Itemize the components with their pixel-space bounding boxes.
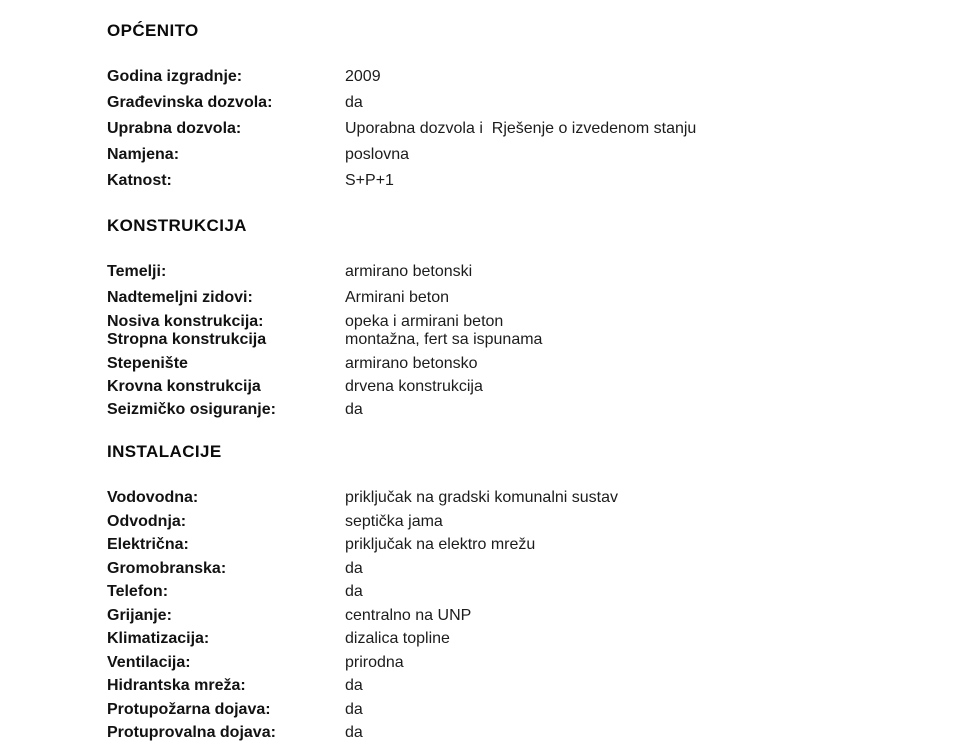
field-label: Električna: [107, 536, 189, 553]
field-label: Protuprovalna dojava: [107, 724, 276, 741]
field-value: armirano betonsko [345, 355, 478, 372]
field-label: Gromobranska: [107, 559, 227, 577]
field-label: Ventilacija: [107, 653, 191, 671]
field-value: 2009 [345, 68, 381, 85]
field-value: centralno na UNP [345, 606, 472, 624]
section-title: OPĆENITO [107, 21, 199, 40]
field-value: da [345, 559, 363, 577]
field-row [107, 512, 920, 536]
field-label: Grijanje: [107, 606, 172, 624]
field-value: opeka i armirani beton [345, 313, 504, 330]
section-rows [107, 262, 920, 423]
field-label: Odvodnja: [107, 512, 187, 530]
field-row [107, 93, 920, 119]
field-label: Građevinska dozvola: [107, 94, 273, 111]
field-row [107, 354, 920, 377]
field-label: Stepenište [107, 355, 188, 372]
section-title: INSTALACIJE [107, 442, 222, 461]
field-row [107, 171, 920, 197]
field-label: Godina izgradnje: [107, 68, 243, 85]
field-row [107, 67, 920, 93]
field-value: dizalica topline [345, 630, 450, 647]
field-value: priključak na gradski komunalni sustav [345, 489, 619, 506]
field-label: Namjena: [107, 146, 180, 163]
field-label: Stropna konstrukcija [107, 331, 267, 348]
field-label: Nosiva konstrukcija: [107, 313, 264, 330]
field-value: septička jama [345, 512, 443, 530]
field-value: drvena konstrukcija [345, 378, 483, 395]
field-row [107, 629, 920, 653]
field-value: Armirani beton [345, 289, 450, 306]
field-value: da [345, 401, 363, 418]
field-row [107, 700, 920, 724]
field-row [107, 400, 920, 423]
field-label: Seizmičko osiguranje: [107, 401, 276, 418]
field-value: priključak na elektro mrežu [345, 536, 536, 553]
field-row [107, 723, 920, 747]
field-value: da [345, 677, 363, 694]
section-rows [107, 67, 920, 197]
field-label: Uprabna dozvola: [107, 120, 242, 137]
field-row [107, 535, 920, 559]
field-value: da [345, 724, 363, 741]
field-row [107, 488, 920, 512]
field-value: armirano betonski [345, 263, 473, 280]
field-label: Katnost: [107, 172, 172, 189]
field-row [107, 288, 920, 312]
field-value: Uporabna dozvola i Rješenje o izvedenom stanju [345, 120, 697, 137]
field-label: Telefon: [107, 583, 169, 600]
section-rows [107, 488, 920, 747]
field-label: Hidrantska mreža: [107, 677, 246, 694]
section-title: KONSTRUKCIJA [107, 216, 247, 235]
field-label: Protupožarna dojava: [107, 700, 271, 718]
section-opcenito [107, 22, 920, 197]
field-row [107, 330, 920, 354]
field-value: da [345, 94, 363, 111]
field-value: da [345, 583, 363, 600]
field-label: Krovna konstrukcija [107, 378, 261, 395]
field-value: montažna, fert sa ispunama [345, 331, 543, 348]
field-row [107, 312, 920, 330]
field-value: da [345, 700, 363, 718]
field-value: poslovna [345, 146, 410, 163]
field-row [107, 262, 920, 288]
field-row [107, 559, 920, 583]
field-label: Vodovodna: [107, 489, 199, 506]
field-row [107, 145, 920, 171]
field-row [107, 653, 920, 677]
field-label: Klimatizacija: [107, 630, 210, 647]
field-row [107, 119, 920, 145]
section-instalacije [107, 443, 920, 747]
field-label: Nadtemeljni zidovi: [107, 289, 253, 306]
field-value: S+P+1 [345, 172, 394, 189]
section-konstrukcija [107, 217, 920, 423]
field-row [107, 582, 920, 606]
field-row [107, 676, 920, 700]
field-label: Temelji: [107, 263, 167, 280]
field-row [107, 377, 920, 400]
field-row [107, 606, 920, 630]
field-value: prirodna [345, 653, 404, 671]
